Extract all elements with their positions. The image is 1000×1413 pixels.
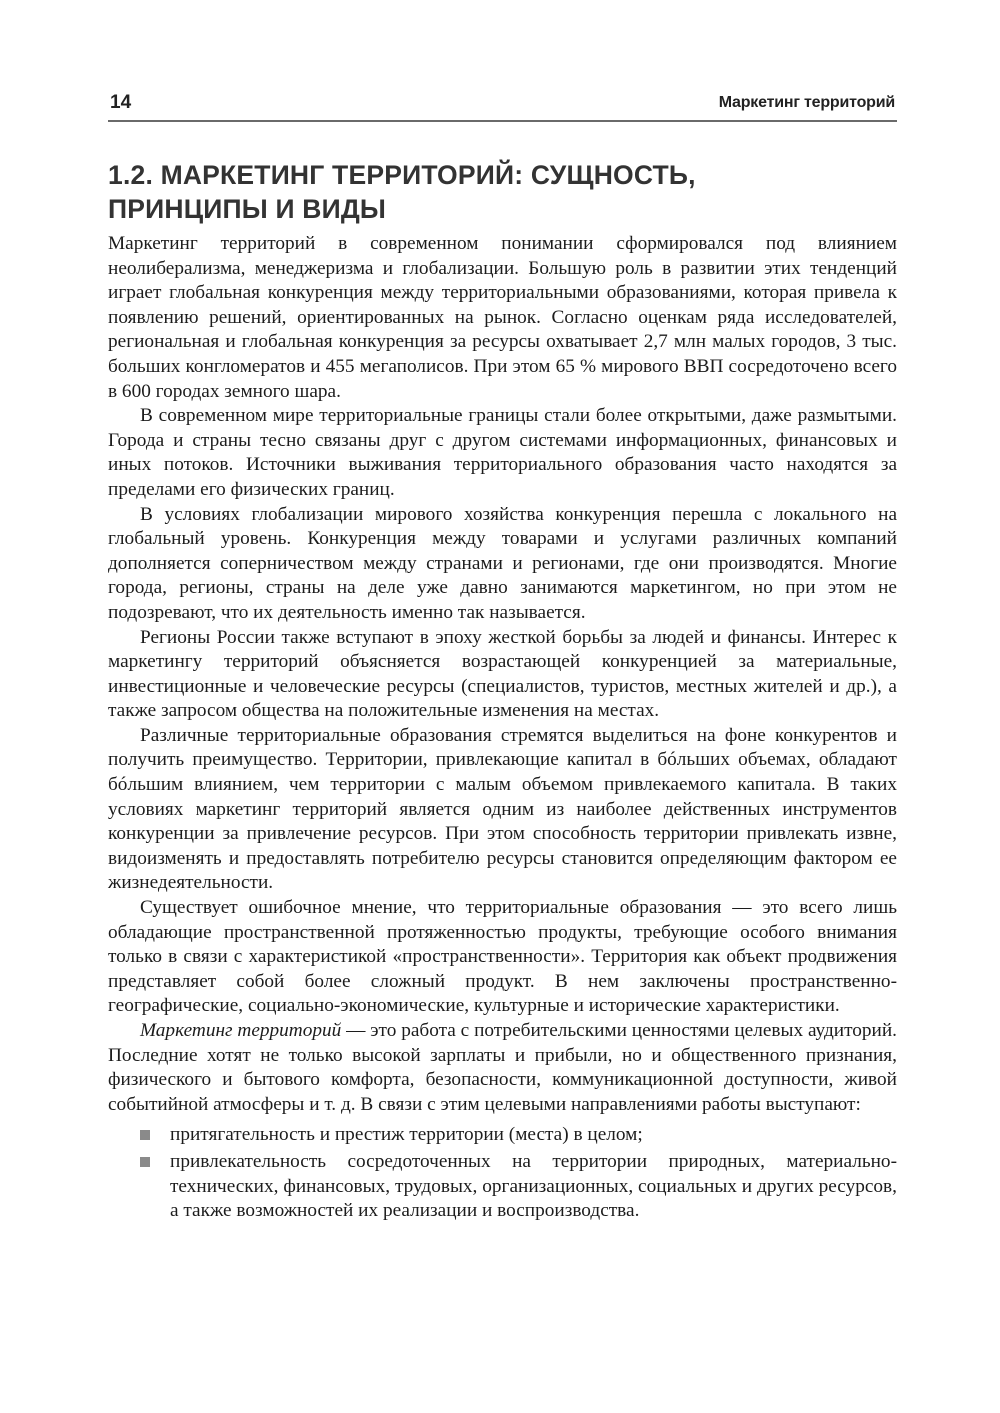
square-bullet-icon xyxy=(140,1130,150,1140)
page-number: 14 xyxy=(110,92,132,113)
defined-term: Маркетинг территорий xyxy=(140,1020,342,1041)
paragraph: В современном мире территориальные границы стали более открытыми, даже размытыми. Города и страны тесно связаны друг с другом системами информационных, финансовых и иных потоков. Источники выживания территориального образования часто находятся за пределами его физических границ. xyxy=(108,405,897,500)
definition-paragraph xyxy=(108,1019,897,1117)
paragraph: Различные территориальные образования стремятся выделиться на фоне конкурентов и получить преимущество. Территории, привлекающие капитал в бóльших объемах, обладают бóльшим влиянием, чем территории с малым объемом привлекаемого капитала. В таких условиях маркетинг территорий является одним из наиболее действенных инструментов конкуренции за привлечение ресурсов. При этом способность территории привлекать извне, видоизменять и предоставлять потребителю ресурсы становится определяющим фактором ее жизнедеятельности. xyxy=(108,724,897,894)
paragraph: Существует ошибочное мнение, что территориальные образования — это всего лишь обладающие пространственной протяженностью продукты, требующие особого внимания только в связи с характеристикой «пространственности». Территория как объект продвижения представляет собой более сложный продукт. В нем заключены пространственно-географические, социально-экономические, культурные и исторические характеристики. xyxy=(108,897,897,1017)
section-title-line-2: ПРИНЦИПЫ И ВИДЫ xyxy=(108,194,387,224)
paragraph: Маркетинг территорий в современном понимании сформировался под влиянием неолиберализма, менеджеризма и глобализации. Большую роль в развитии этих тенденций играет глобальная конкуренция между территориальными образованиями, которая привела к появлению решений, ориентированных на рынок. Согласно оценкам ряда исследователей, региональная и глобальная конкуренция за ресурсы охватывает 2,7 млн малых городов, 3 тыс. больших конгломератов и 455 мегаполисов. При этом 65 % мирового ВВП сосредоточено всего в 600 городах земного шара. xyxy=(108,233,897,402)
list-item-text: привлекательность сосредоточенных на территории природных, материально-технических, финансовых, трудовых, организационных, социальных и других ресурсов, а также возможностей их реализации и воспроизводства. xyxy=(170,1150,897,1222)
definition-text: — это работа с потребительскими ценностями целевых аудиторий. Последние хотят не только высокой зарплаты и прибыли, но и общественного признания, физического и бытового комфорта, безопасности, коммуникационной доступности, живой событийной атмосферы и т. д. В связи с этим целевыми направлениями работы выступают: xyxy=(108,1020,898,1115)
paragraph: В условиях глобализации мирового хозяйства конкуренция перешла с локального на глобальный уровень. Конкуренция между товарами и услугами различных компаний дополняется соперничеством между странами и регионами, где они производятся. Многие города, регионы, страны на деле уже давно занимаются маркетингом, но при этом не подозревают, что их деятельность именно так называется. xyxy=(108,503,897,623)
running-title: Маркетинг территорий xyxy=(718,94,895,111)
body-text xyxy=(108,232,897,1226)
list-item-text: притягательность и престиж территории (места) в целом; xyxy=(170,1124,643,1146)
list-item xyxy=(108,1123,897,1148)
list-item xyxy=(108,1150,897,1224)
square-bullet-icon xyxy=(140,1157,150,1167)
section-title-line-1: 1.2. МАРКЕТИНГ ТЕРРИТОРИЙ: СУЩНОСТЬ, xyxy=(108,160,696,190)
paragraph: Регионы России также вступают в эпоху жесткой борьбы за людей и финансы. Интерес к маркетингу территорий объясняется возрастающей конкуренцией за материальные, инвестиционные и человеческие ресурсы (специалистов, туристов, местных жителей и др.), а также запросом общества на положительные изменения на местах. xyxy=(108,626,897,722)
bullet-list xyxy=(108,1123,897,1223)
section-title xyxy=(108,158,897,226)
page-header xyxy=(108,88,897,122)
